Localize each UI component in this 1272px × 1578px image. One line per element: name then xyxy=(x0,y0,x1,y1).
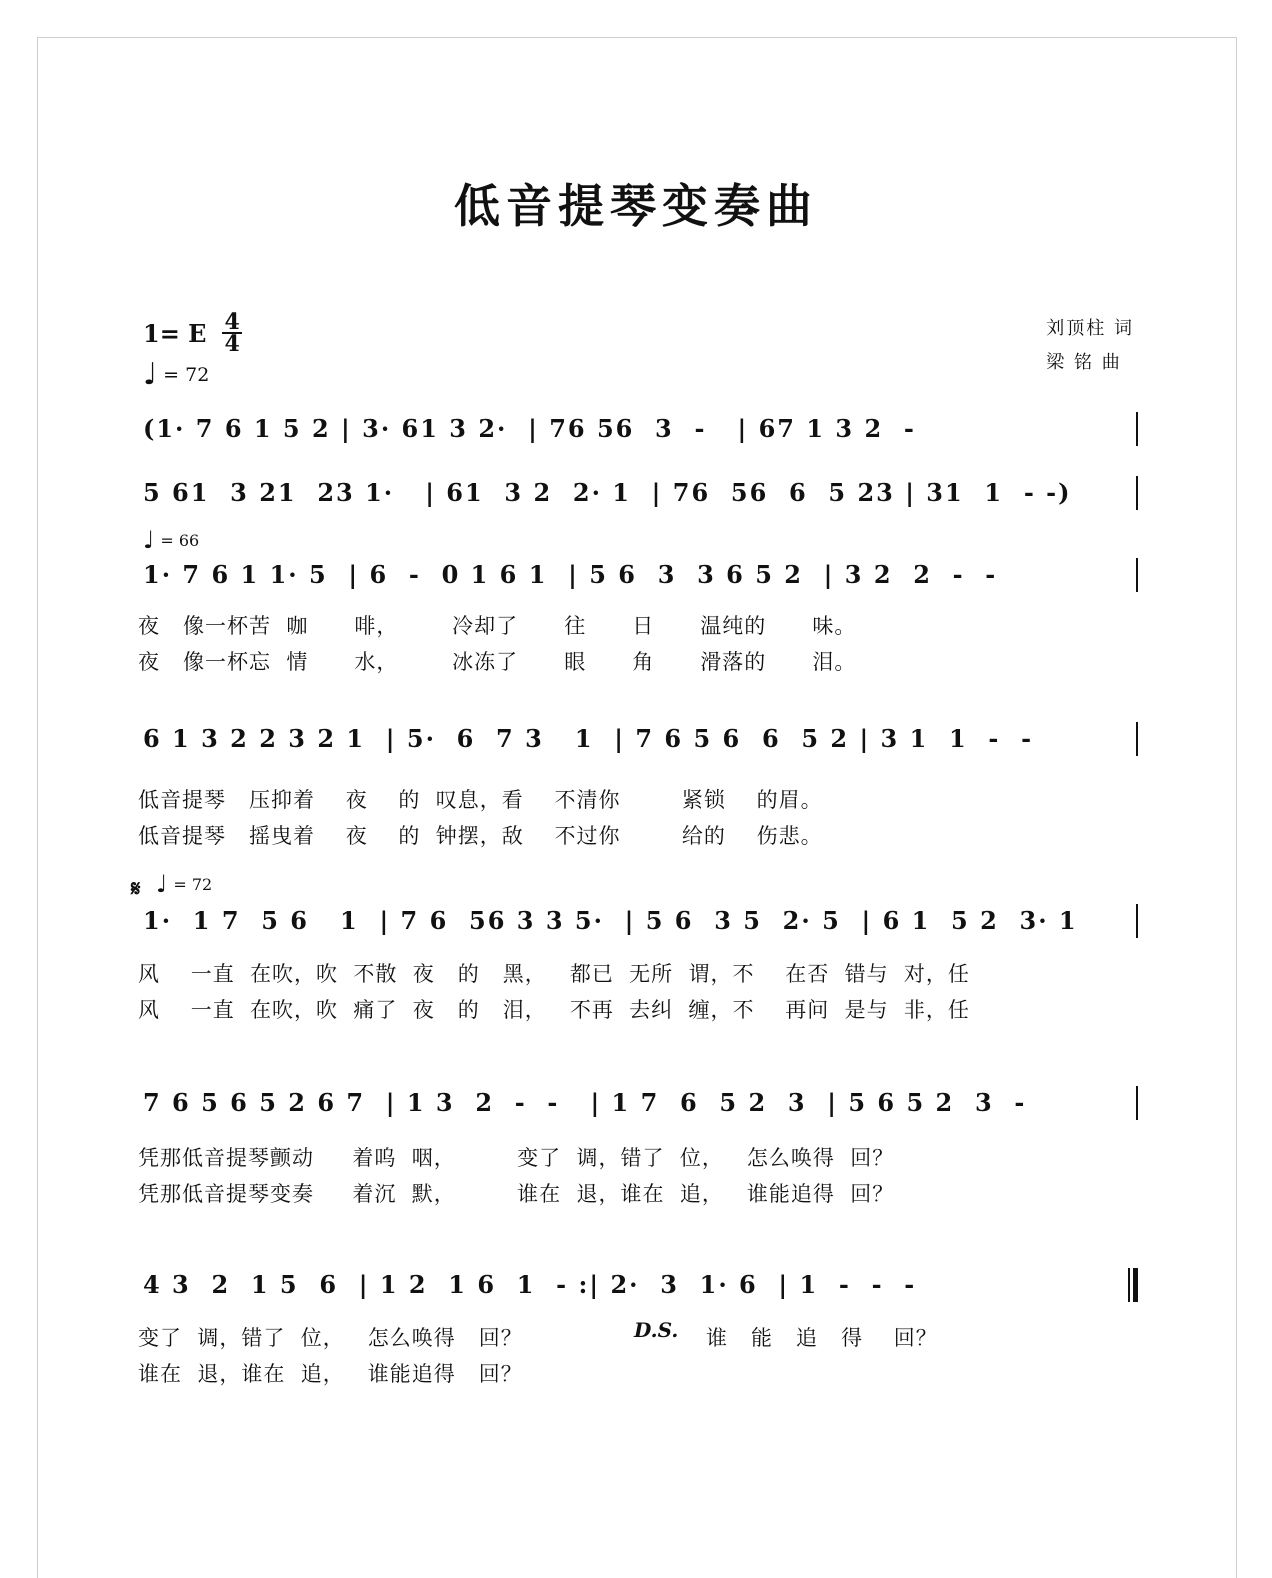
quarter-note-icon: ♩ xyxy=(156,870,168,898)
lyric-line-3a: 风 一直 在吹，吹 不散 夜 的 黑， 都已 无所 谓，不 在否 错与 对，任 xyxy=(138,962,970,986)
lyricist: 刘顶柱 词 xyxy=(1046,318,1134,339)
segno-icon: 𝄋 xyxy=(131,876,141,902)
time-bottom: 4 xyxy=(224,331,240,357)
lyric-line-2b: 低音提琴 摇曳着 夜 的 钟摆，敌 不过你 给的 伤悲。 xyxy=(138,824,823,848)
lyric-line-1b: 夜 像一杯忘 情 水， 冰冻了 眼 角 滑落的 泪。 xyxy=(138,650,857,674)
lyric-line-1a: 夜 像一杯苦 咖 啡， 冷却了 往 日 温纯的 味。 xyxy=(138,614,857,638)
lyric-line-4a: 凭那低音提琴颤动 着呜 咽， 变了 调，错了 位， 怎么唤得 回？ xyxy=(138,1146,895,1170)
staff-line-7: 4 3 2 1 5 6 | 1 2 1 6 1 - :| 2· 3 1· 6 | 1 - - - xyxy=(143,1270,917,1299)
key-label: 1= E xyxy=(143,318,207,348)
staff-line-5: 1· 1 7 5 6 1 | 7 6 56 3 3 5· | 5 6 3 5 2· 5 | 6 1 5 2 3· 1 xyxy=(143,906,1078,935)
staff-line-4: 6 1 3 2 2 3 2 1 | 5· 6 7 3 1 | 7 6 5 6 6 5 2 | 3 1 1 - - xyxy=(143,724,1034,753)
end-barline-2 xyxy=(1136,476,1138,510)
staff-line-6: 7 6 5 6 5 2 6 7 | 1 3 2 - - | 1 7 6 5 2 3 | 5 6 5 2 3 - xyxy=(143,1088,1027,1117)
tempo-value-1: = 72 xyxy=(163,364,210,386)
end-barline-4 xyxy=(1136,722,1138,756)
final-barline-thin xyxy=(1128,1268,1130,1302)
credits xyxy=(1046,312,1134,380)
staff-line-3: 1· 7 6 1 1· 5 | 6 - 0 1 6 1 | 5 6 3 3 6 5 2 | 3 2 2 - - xyxy=(143,560,998,589)
lyric-line-5a: 变了 调，错了 位， 怎么唤得 回？ xyxy=(138,1326,523,1350)
end-barline-3 xyxy=(1136,558,1138,592)
end-barline-6 xyxy=(1136,1086,1138,1120)
lyric-line-3b: 风 一直 在吹，吹 痛了 夜 的 泪， 不再 去纠 缠，不 再问 是与 非，任 xyxy=(138,998,970,1022)
quarter-note-icon: ♩ xyxy=(143,357,158,392)
tempo-marking-3 xyxy=(156,872,212,896)
ds-marking: D.S. xyxy=(634,1318,679,1342)
staff-line-2: 5 61 3 21 23 1· | 61 3 2 2· 1 | 76 56 6 5 23 | 31 1 - -) xyxy=(143,478,1072,507)
composer: 梁 铭 曲 xyxy=(1046,352,1122,373)
lyric-line-2a: 低音提琴 压抑着 夜 的 叹息，看 不清你 紧锁 的眉。 xyxy=(138,788,823,812)
time-top: 4 xyxy=(224,309,240,335)
tempo-value-3: = 72 xyxy=(173,874,213,894)
lyric-line-4b: 凭那低音提琴变奏 着沉 默， 谁在 退，谁在 追， 谁能追得 回？ xyxy=(138,1182,895,1206)
end-barline-5 xyxy=(1136,904,1138,938)
lyric-line-5b: 谁在 退，谁在 追， 谁能追得 回？ xyxy=(138,1362,523,1386)
key-signature xyxy=(143,309,242,357)
lyric-line-5-ending: 谁 能 追 得 回？ xyxy=(706,1326,938,1350)
song-title: 低音提琴变奏曲 xyxy=(454,179,818,233)
tempo-marking-1 xyxy=(143,357,210,392)
end-barline-1 xyxy=(1136,412,1138,446)
time-signature xyxy=(222,309,241,357)
tempo-value-2: = 66 xyxy=(160,530,200,550)
final-barline-thick xyxy=(1133,1268,1138,1302)
quarter-note-icon: ♩ xyxy=(143,526,155,554)
tempo-marking-2 xyxy=(143,528,199,552)
staff-line-1: (1· 7 6 1 5 2 | 3· 61 3 2· | 76 56 3 - | 67 1 3 2 - xyxy=(143,414,916,443)
